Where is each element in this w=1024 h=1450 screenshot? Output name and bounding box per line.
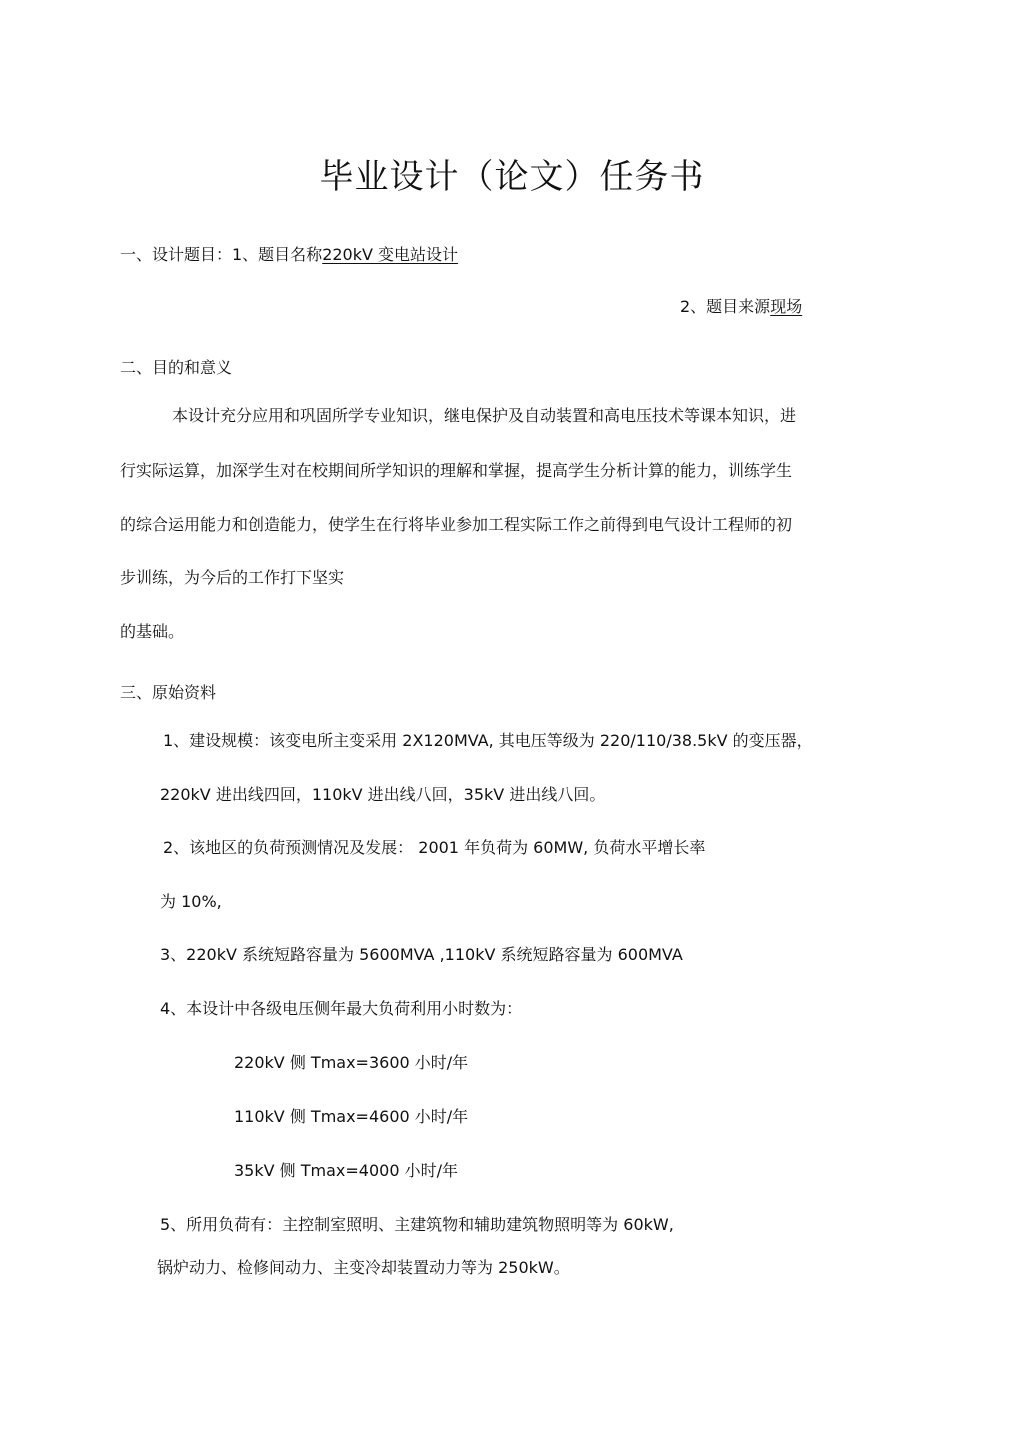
tmax-110kv: 110kV 侧 Tmax=4600 小时/年	[234, 1107, 469, 1126]
item1-line2: 220kV 进出线四回，110kV 进出线八回，35kV 进出线八回。	[160, 785, 606, 804]
purpose-line: 行实际运算，加深学生对在校期间所学知识的理解和掌握，提高学生分析计算的能力，训练学生	[120, 461, 793, 480]
item2-line2: 为 10%,	[160, 892, 222, 911]
topic-line	[120, 245, 458, 265]
purpose-line: 本设计充分应用和巩固所学专业知识，继电保护及自动装置和高电压技术等课本知识，进	[172, 406, 797, 425]
item5-line2: 锅炉动力、检修间动力、主变冷却装置动力等为 250kW。	[157, 1258, 570, 1277]
page-title: 毕业设计（论文）任务书	[319, 157, 705, 197]
purpose-line: 的综合运用能力和创造能力，使学生在行将毕业参加工程实际工作之前得到电气设计工程师的初	[120, 515, 793, 534]
purpose-line: 的基础。	[120, 622, 185, 641]
source-value: 现场	[770, 297, 803, 316]
tmax-220kv: 220kV 侧 Tmax=3600 小时/年	[234, 1053, 469, 1072]
topic-label: 一、设计题目：1、题目名称	[120, 245, 323, 264]
item1-line1: 1、建设规模：该变电所主变采用 2X120MVA, 其电压等级为 220/110/38.5kV 的变压器，	[163, 731, 813, 750]
item2-line1: 2、该地区的负荷预测情况及发展： 2001 年负荷为 60MW, 负荷水平增长率	[163, 838, 706, 857]
item4: 4、本设计中各级电压侧年最大负荷利用小时数为：	[160, 999, 523, 1018]
section3-heading: 三、原始资料	[120, 683, 217, 702]
topic-name: 220kV 变电站设计	[322, 245, 459, 264]
item5-line1: 5、所用负荷有：主控制室照明、主建筑物和辅助建筑物照明等为 60kW,	[160, 1215, 674, 1234]
tmax-35kv: 35kV 侧 Tmax=4000 小时/年	[234, 1161, 458, 1180]
item3: 3、220kV 系统短路容量为 5600MVA ,110kV 系统短路容量为 600MVA	[160, 945, 683, 964]
source-line	[680, 297, 802, 317]
purpose-line: 步训练，为今后的工作打下坚实	[120, 568, 345, 587]
source-label: 2、题目来源	[680, 297, 771, 316]
section2-heading: 二、目的和意义	[120, 358, 233, 377]
